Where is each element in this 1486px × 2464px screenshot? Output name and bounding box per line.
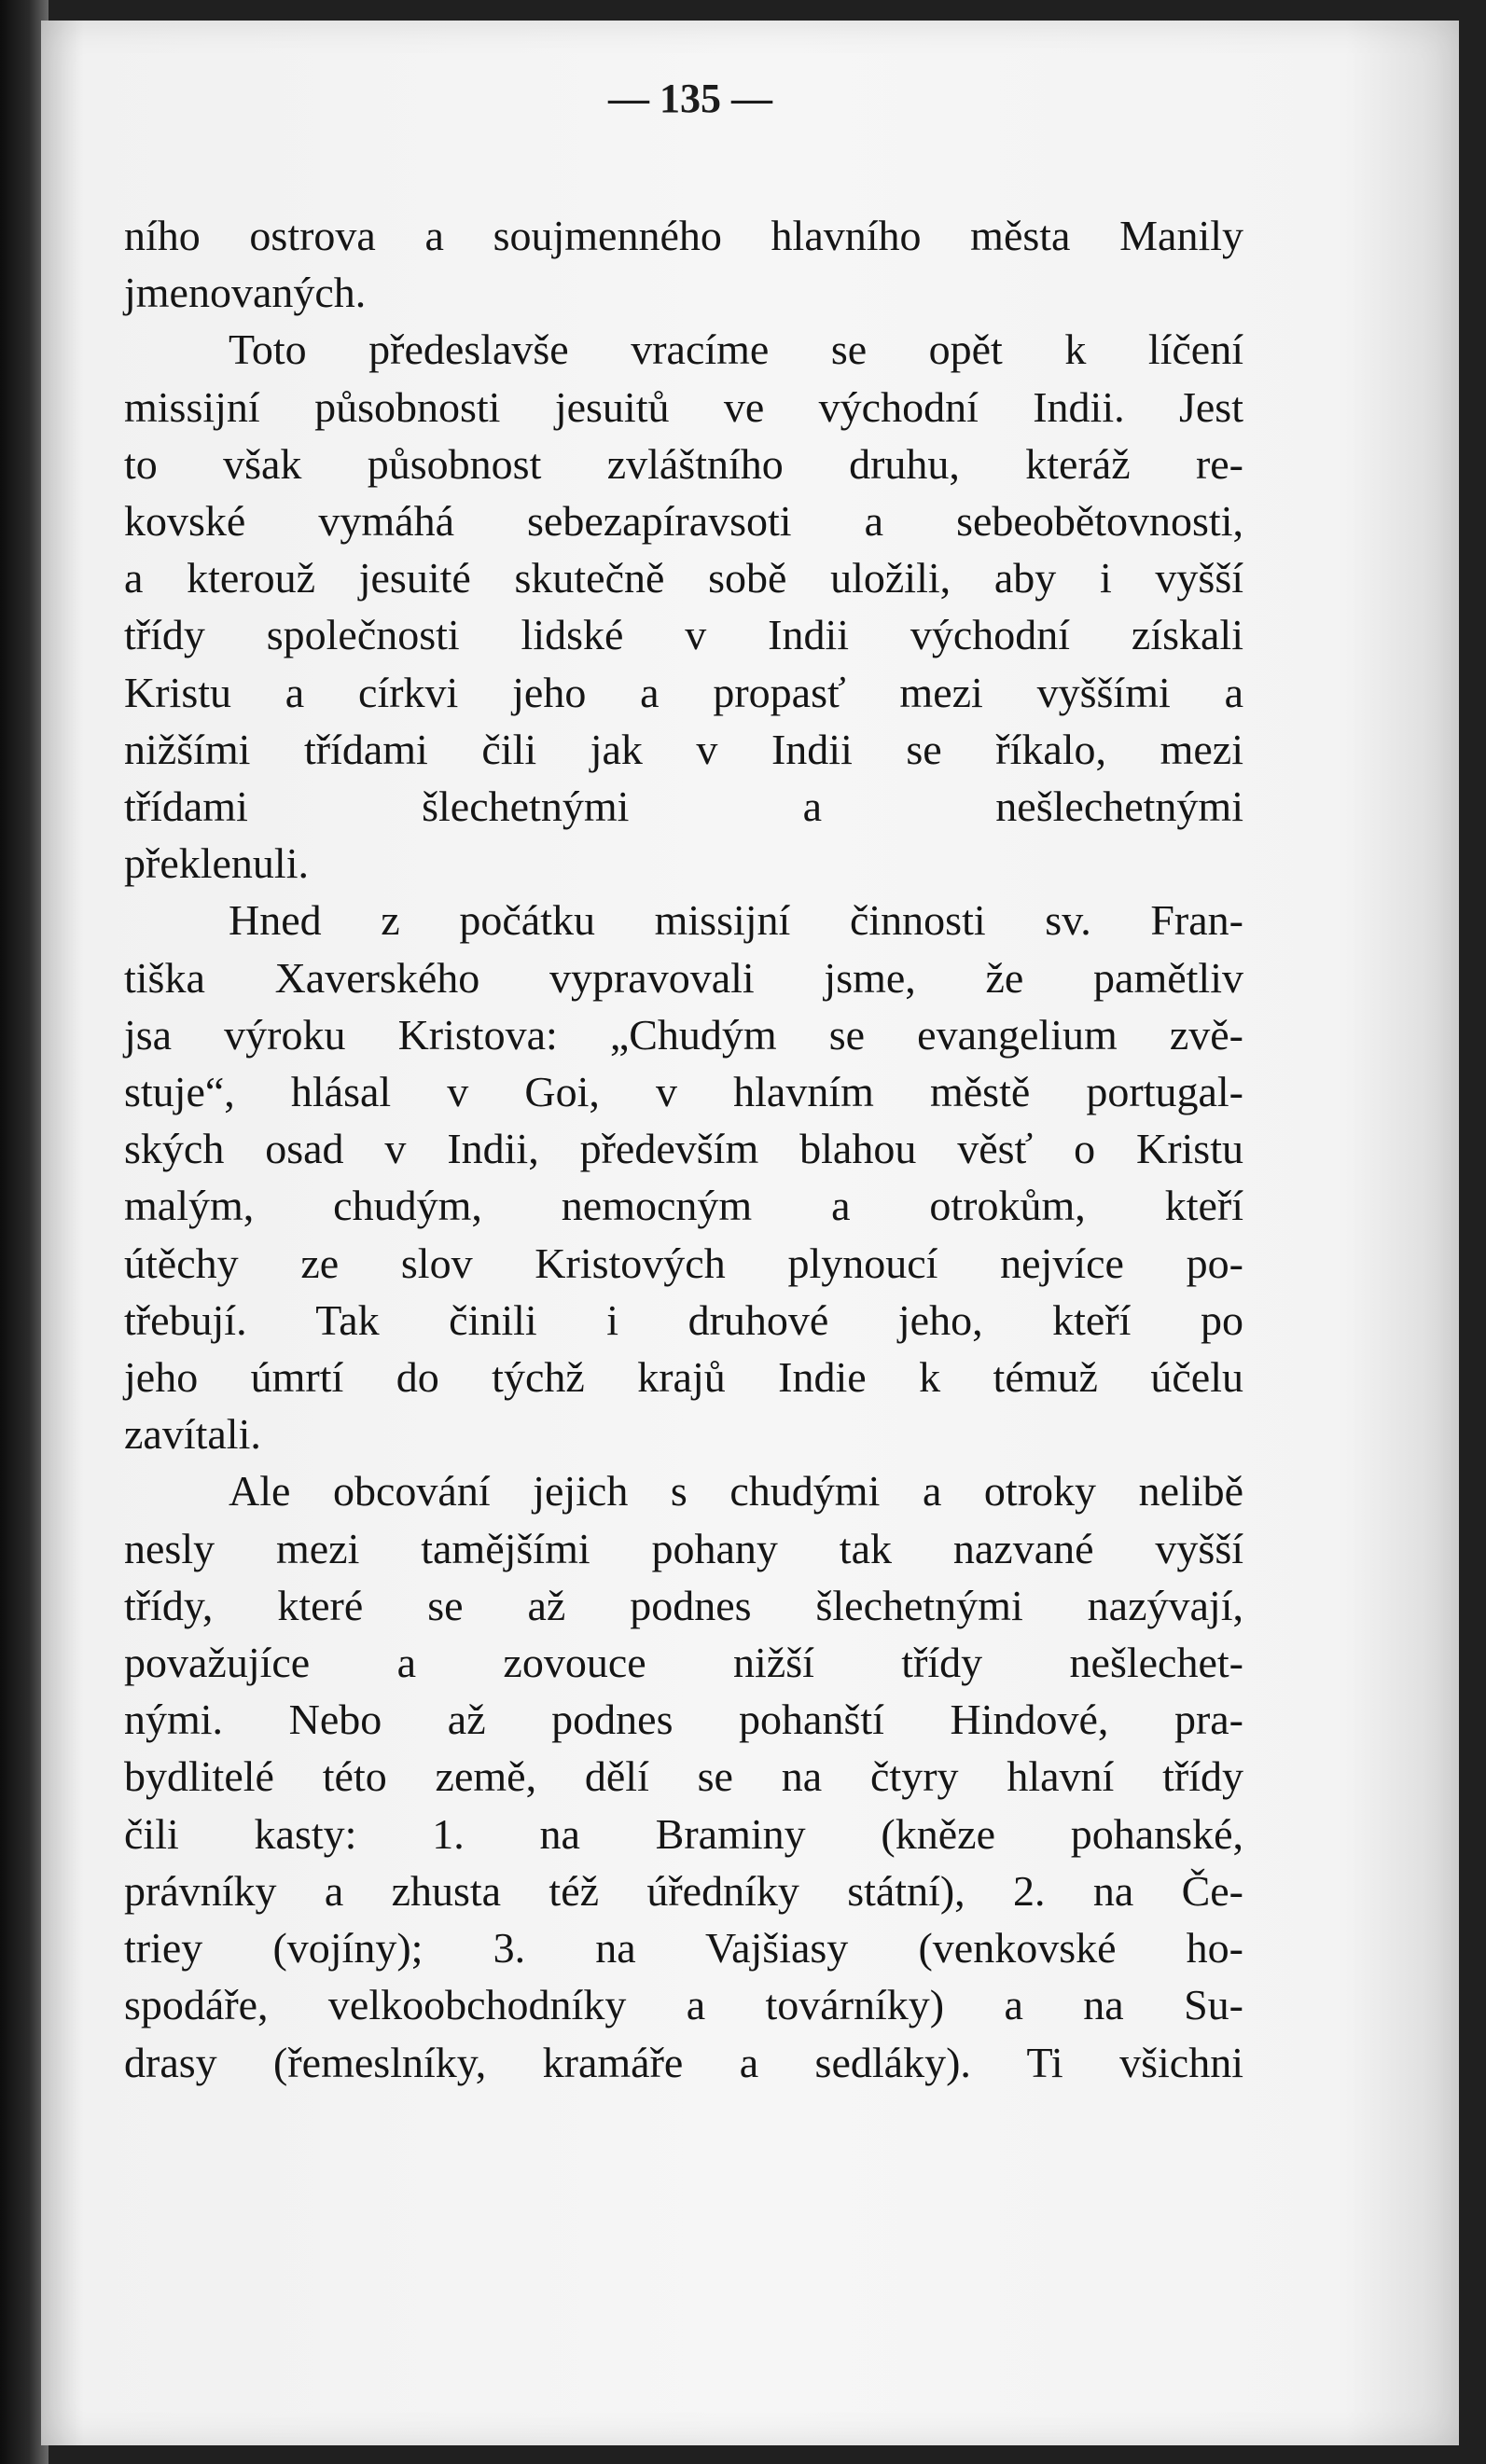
text-line: právníky a zhusta též úředníky státní), 2. na Če- — [124, 1866, 1243, 1915]
text-line: nými. Nebo až podnes pohanští Hindové, pra- — [124, 1696, 1243, 1744]
text-line: malým, chudým, nemocným a otrokům, kteří — [124, 1182, 1243, 1230]
text-line: čili kasty: 1. na Braminy (kněze pohanské, — [124, 1809, 1243, 1858]
text-line: Hned z počátku missijní činnosti sv. Fran- — [229, 896, 1243, 945]
text-line: drasy (řemeslníky, kramáře a sedláky). Ti všichni — [124, 2038, 1243, 2086]
text-line: jmenovaných. — [124, 269, 367, 317]
text-line: Kristu a církvi jeho a propasť mezi vyššími a — [124, 668, 1243, 716]
text-line: tiška Xaverského vypravovali jsme, že pamětliv — [124, 953, 1243, 1002]
text-line: bydlitelé této země, dělí se na čtyry hlavní třídy — [124, 1752, 1243, 1801]
text-line: zavítali. — [124, 1410, 261, 1459]
text-line: překlenuli. — [124, 839, 309, 888]
page-number: — 135 — — [608, 76, 772, 121]
text-line: stuje“, hlásal v Goi, v hlavním městě portugal- — [124, 1068, 1243, 1116]
text-line: třídami šlechetnými a nešlechetnými — [124, 782, 1243, 831]
text-line: spodáře, velkoobchodníky a továrníky) a na Su- — [124, 1981, 1243, 2029]
text-line: nesly mezi tamějšími pohany tak nazvané vyšší — [124, 1524, 1243, 1572]
text-line: třídy, které se až podnes šlechetnými nazývají, — [124, 1581, 1243, 1629]
text-line: kovské vymáhá sebezapíravsoti a sebeobětovnosti, — [124, 497, 1243, 546]
text-line: Toto předeslavše vracíme se opět k líčení — [229, 325, 1243, 374]
text-line: jeho úmrtí do týchž krajů Indie k témuž účelu — [124, 1353, 1243, 1402]
text-line: to však působnost zvláštního druhu, kteráž re- — [124, 439, 1243, 488]
text-line: a kterouž jesuité skutečně sobě uložili, aby i vyšší — [124, 554, 1243, 602]
text-line: triey (vojíny); 3. na Vajšiasy (venkovské ho- — [124, 1924, 1243, 1973]
text-line: třídy společnosti lidské v Indii východní získali — [124, 611, 1243, 659]
body-text — [124, 207, 1243, 2091]
text-line: považujíce a zovouce nižší třídy nešlechet- — [124, 1639, 1243, 1687]
text-line: jsa výroku Kristova: „Chudým se evangelium zvě- — [124, 1010, 1243, 1059]
text-line: útěchy ze slov Kristových plynoucí nejvíce po- — [124, 1239, 1243, 1287]
text-line: ských osad v Indii, především blahou věsť o Kristu — [124, 1125, 1243, 1173]
text-line: ního ostrova a soujmenného hlavního města Manily — [124, 212, 1243, 259]
text-line: missijní působnosti jesuitů ve východní Indii. Jest — [124, 382, 1243, 431]
text-line: nižšími třídami čili jak v Indii se říkalo, mezi — [124, 725, 1243, 773]
text-line: Ale obcování jejich s chudými a otroky nelibě — [229, 1467, 1243, 1516]
text-line: třebují. Tak činili i druhové jeho, kteří po — [124, 1295, 1243, 1344]
